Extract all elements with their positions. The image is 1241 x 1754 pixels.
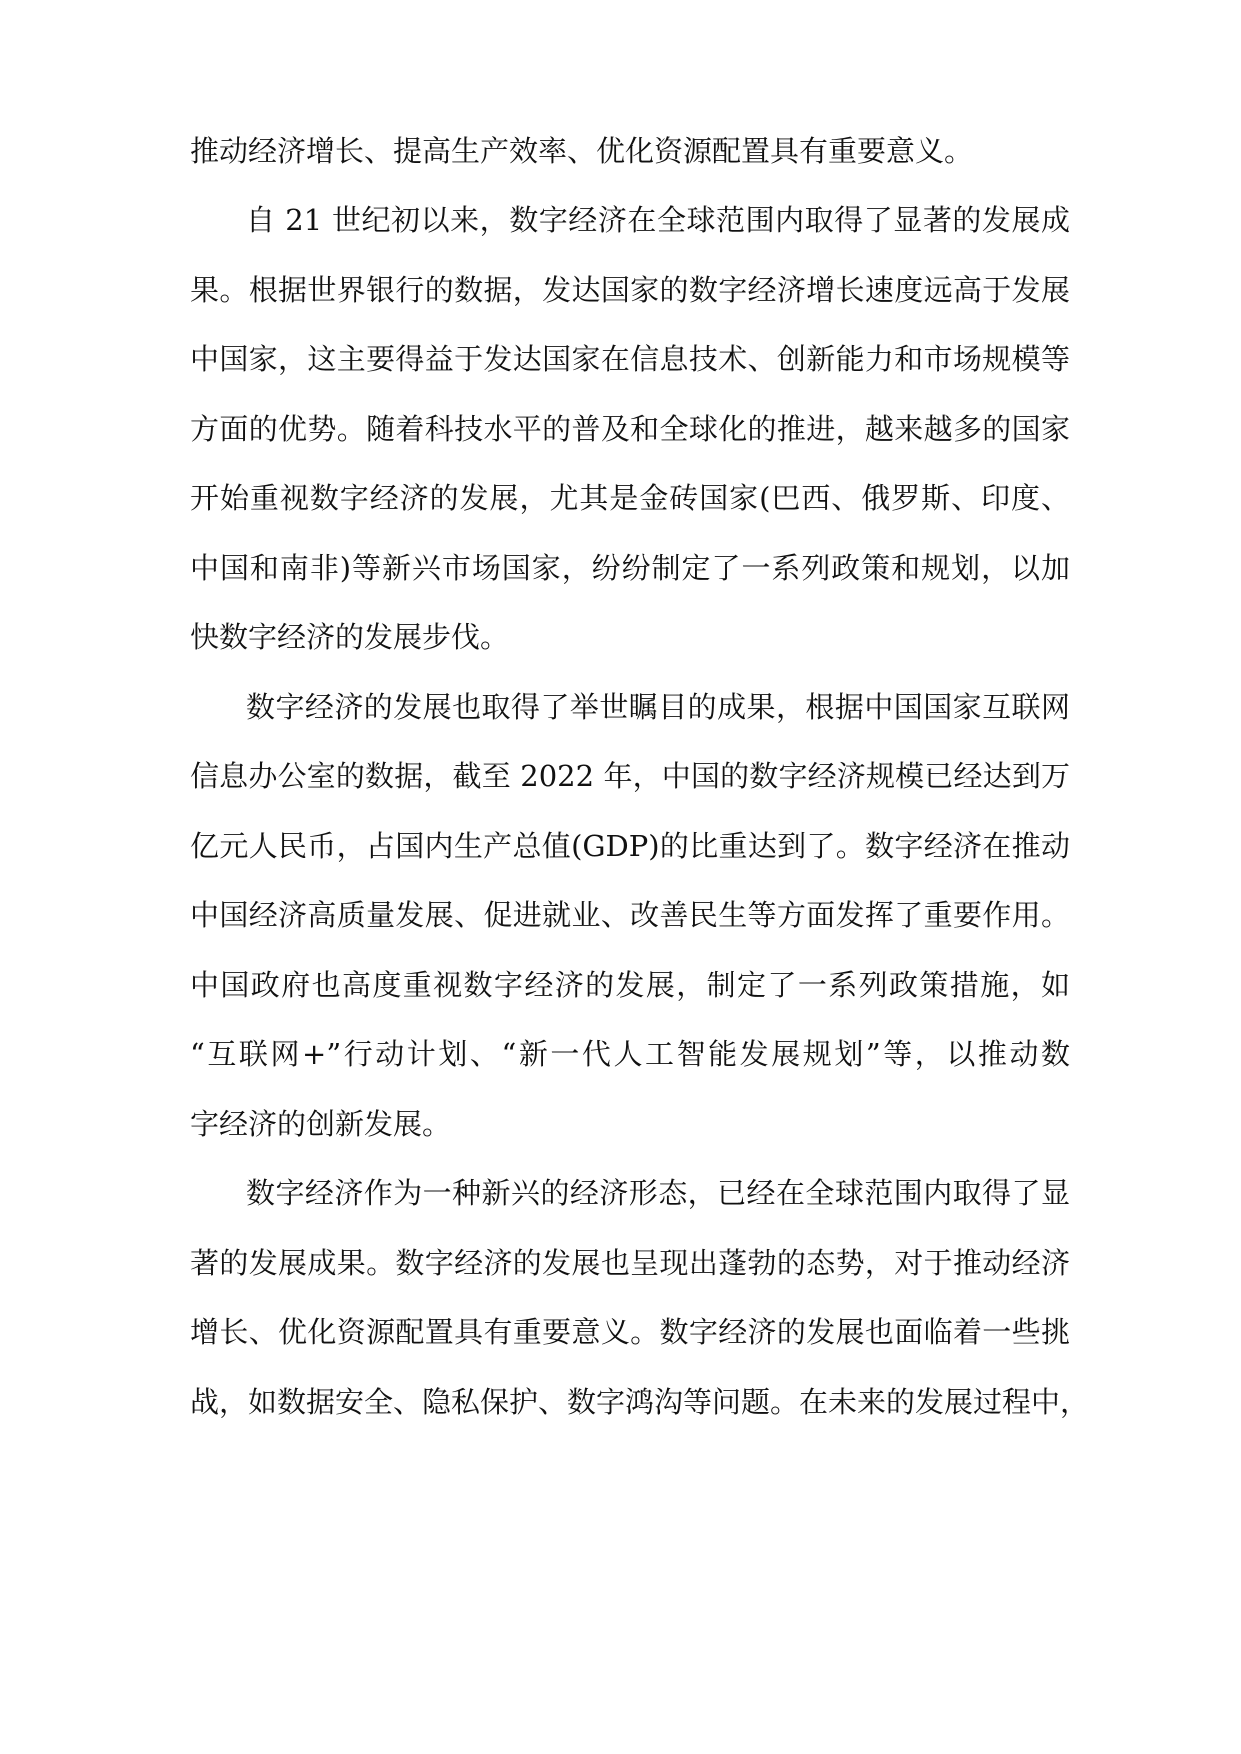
text-line: “互联网+”行动计划、“新一代人工智能发展规划”等，以推动数 [190, 1037, 1070, 1071]
text-line: 亿元人民币，占国内生产总值(GDP)的比重达到了。数字经济在推动 [190, 829, 1070, 863]
text-line: 果。根据世界银行的数据，发达国家的数字经济增长速度远高于发展 [190, 273, 1070, 307]
text-line: 中国和南非)等新兴市场国家，纷纷制定了一系列政策和规划，以加 [190, 551, 1070, 585]
text-line: 自 21 世纪初以来，数字经济在全球范围内取得了显著的发展成 [246, 203, 1070, 237]
text-line: 开始重视数字经济的发展，尤其是金砖国家(巴西、俄罗斯、印度、 [190, 481, 1070, 515]
text-line: 著的发展成果。数字经济的发展也呈现出蓬勃的态势，对于推动经济 [190, 1246, 1070, 1280]
text-line: 信息办公室的数据，截至 2022 年，中国的数字经济规模已经达到万 [190, 759, 1070, 793]
text-line: 中国家，这主要得益于发达国家在信息技术、创新能力和市场规模等 [190, 342, 1070, 376]
text-line: 中国经济高质量发展、促进就业、改善民生等方面发挥了重要作用。 [190, 898, 1070, 932]
text-line: 快数字经济的发展步伐。 [190, 620, 510, 654]
text-line: 数字经济的发展也取得了举世瞩目的成果，根据中国国家互联网 [246, 690, 1070, 724]
text-line: 方面的优势。随着科技水平的普及和全球化的推进，越来越多的国家 [190, 412, 1070, 446]
text-line: 字经济的创新发展。 [190, 1107, 452, 1141]
text-line: 推动经济增长、提高生产效率、优化资源配置具有重要意义。 [190, 134, 974, 168]
text-line: 中国政府也高度重视数字经济的发展，制定了一系列政策措施，如 [190, 968, 1070, 1002]
text-line: 增长、优化资源配置具有重要意义。数字经济的发展也面临着一些挑 [190, 1315, 1070, 1349]
text-line: 数字经济作为一种新兴的经济形态，已经在全球范围内取得了显 [246, 1176, 1070, 1210]
text-line: 战，如数据安全、隐私保护、数字鸿沟等问题。在未来的发展过程中， [190, 1385, 1090, 1419]
